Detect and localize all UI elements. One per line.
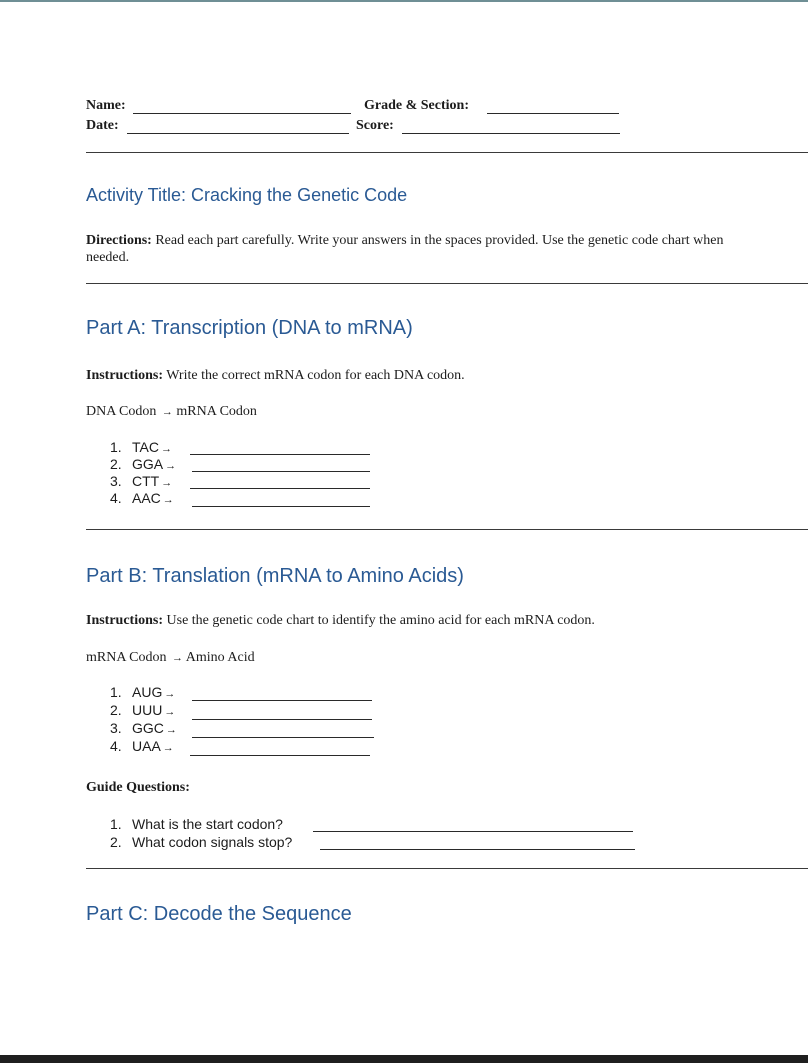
answer-field[interactable] [190,755,370,756]
divider [86,152,808,153]
mrna-codon: UUU [132,702,163,718]
answer-field[interactable] [192,700,372,701]
part-b-list [110,684,380,764]
arrow-icon: → [164,688,176,700]
item-number: 2. [110,834,122,850]
arrow-icon: → [162,494,174,506]
item-number: 1. [110,439,122,455]
score-label: Score: [356,118,394,133]
question-text: What codon signals stop? [132,834,293,850]
list-item [110,490,174,509]
activity-title: Activity Title: Cracking the Genetic Code [86,185,408,205]
name-field[interactable] [133,113,351,114]
part-a-title: Part A: Transcription (DNA to mRNA) [86,317,413,339]
answer-field[interactable] [320,849,635,850]
instructions-label: Instructions: [86,368,164,383]
instructions-text: Use the genetic code chart to identify the amino acid for each mRNA codon. [166,613,595,628]
list-item [110,684,175,703]
item-number: 2. [110,456,122,472]
part-a-column-header [86,403,257,421]
instructions-label: Instructions: [86,613,164,628]
answer-field[interactable] [313,831,633,832]
top-border [0,0,808,2]
list-item [110,456,176,475]
item-number: 3. [110,473,122,489]
item-number: 2. [110,702,122,718]
answer-field[interactable] [192,506,370,507]
divider [86,529,808,530]
directions [86,232,726,266]
answer-field[interactable] [192,737,374,738]
divider [86,283,808,284]
mrna-codon: AUG [132,684,163,700]
part-a-list [110,439,380,519]
name-label: Name: [86,98,126,113]
part-b-instructions [86,612,595,629]
arrow-icon: → [162,742,174,754]
arrow-icon: → [165,460,177,472]
item-number: 4. [110,490,122,506]
bottom-border [0,1055,808,1063]
arrow-icon: → [164,706,176,718]
dna-codon: TAC [132,439,159,455]
item-number: 1. [110,816,122,832]
answer-field[interactable] [190,488,370,489]
part-b-title: Part B: Translation (mRNA to Amino Acids) [86,565,464,587]
directions-text: Read each part carefully. Write your answers in the spaces provided. Use the genetic code chart when needed. [86,233,724,265]
date-field[interactable] [127,133,349,134]
date-label: Date: [86,118,119,133]
arrow-icon: → [161,477,173,489]
list-item [110,473,172,492]
mrna-codon: UAA [132,738,161,754]
arrow-icon: → [165,724,177,736]
question-item [110,816,283,833]
list-item [110,439,172,458]
divider [86,868,808,869]
grade-section-field[interactable] [487,113,619,114]
column-header-right: Amino Acid [185,650,255,665]
dna-codon: AAC [132,490,161,506]
arrow-icon: → [161,406,173,418]
question-text: What is the start codon? [132,816,283,832]
mrna-codon: GGC [132,720,164,736]
item-number: 4. [110,738,122,754]
guide-questions-label: Guide Questions: [86,780,190,795]
arrow-icon: → [172,652,184,664]
score-field[interactable] [402,133,620,134]
guide-questions-list [110,816,370,856]
column-header-left: mRNA Codon [86,650,167,665]
column-header-left: DNA Codon [86,404,157,419]
answer-field[interactable] [192,471,370,472]
list-item [110,720,177,739]
directions-label: Directions: [86,233,152,248]
part-c-title: Part C: Decode the Sequence [86,903,352,925]
grade-section-label: Grade & Section: [364,98,469,113]
item-number: 1. [110,684,122,700]
list-item [110,738,174,757]
list-item [110,702,175,721]
answer-field[interactable] [190,454,370,455]
column-header-right: mRNA Codon [176,404,257,419]
instructions-text: Write the correct mRNA codon for each DNA codon. [166,368,465,383]
question-item [110,834,292,851]
item-number: 3. [110,720,122,736]
answer-field[interactable] [192,719,372,720]
dna-codon: CTT [132,473,160,489]
part-a-instructions [86,367,465,384]
part-b-column-header [86,649,255,667]
dna-codon: GGA [132,456,164,472]
arrow-icon: → [160,443,172,455]
